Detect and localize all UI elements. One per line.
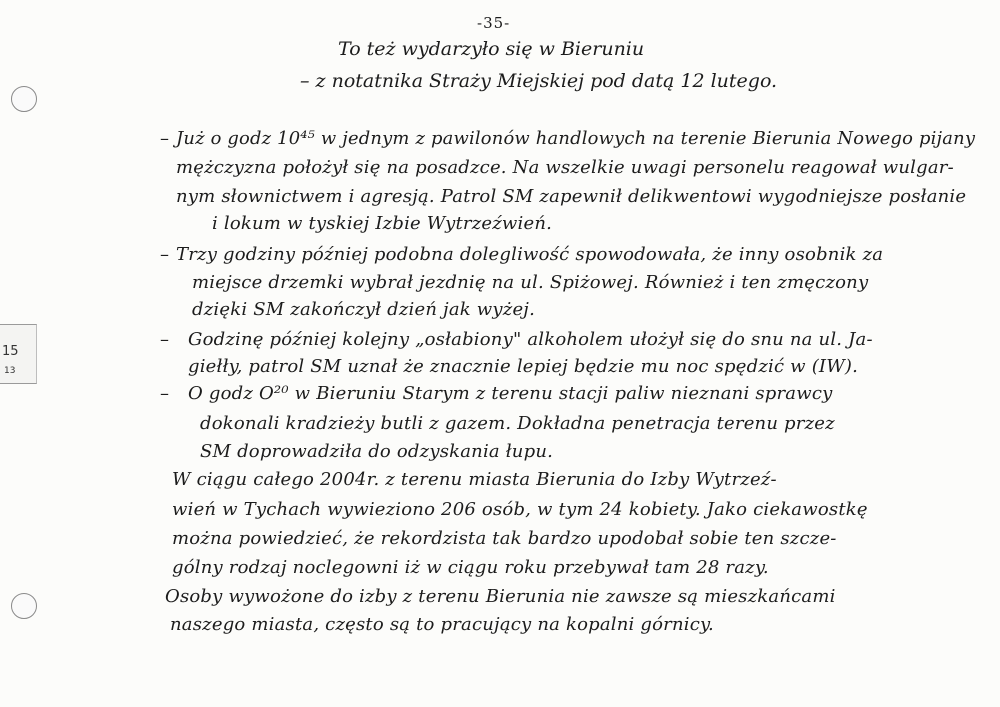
- text-line: można powiedzieć, że rekordzista tak bardzo upodobał sobie ten szcze-: [172, 528, 837, 549]
- text-line: wień w Tychach wywieziono 206 osób, w tym 24 kobiety. Jako ciekawostkę: [172, 499, 868, 520]
- title-line-1: To też wydarzyło się w Bieruniu: [338, 38, 645, 60]
- text-line: naszego miasta, często są to pracujący na kopalni górnicy.: [170, 614, 714, 635]
- text-line: SM doprowadziła do odzyskania łupu.: [200, 441, 554, 462]
- bullet-dash-1: –: [160, 128, 169, 149]
- text-line: miejsce drzemki wybrał jezdnię na ul. Spiżowej. Również i ten zmęczony: [192, 272, 869, 293]
- text-line: dokonali kradzieży butli z gazem. Dokładna penetracja terenu przez: [200, 413, 835, 434]
- text-line: Trzy godziny później podobna dolegliwość spowodowała, że inny osobnik za: [176, 244, 884, 265]
- text-line: dzięki SM zakończył dzień jak wyżej.: [192, 299, 536, 320]
- bullet-dash-3: –: [160, 329, 169, 350]
- margin-mark-main: 15: [2, 344, 19, 359]
- text-line: W ciągu całego 2004r. z terenu miasta Bierunia do Izby Wytrzeź-: [172, 469, 777, 490]
- text-line: Osoby wywożone do izby z terenu Bierunia nie zawsze są mieszkańcami: [165, 586, 836, 607]
- punch-hole-top: [11, 86, 37, 112]
- text-line: Już o godz 10⁴⁵ w jednym z pawilonów handlowych na terenie Bierunia Nowego pijany: [176, 128, 976, 149]
- text-line: O godz O²⁰ w Bieruniu Starym z terenu stacji paliw nieznani sprawcy: [188, 383, 833, 404]
- text-line: nym słownictwem i agresją. Patrol SM zapewnił delikwentowi wygodniejsze posłanie: [176, 186, 967, 207]
- margin-mark-sub: 13: [4, 366, 16, 376]
- text-line: mężczyzna położył się na posadzce. Na wszelkie uwagi personelu reagował wulgar-: [176, 157, 954, 178]
- bullet-dash-4: –: [160, 383, 169, 404]
- text-line: gólny rodzaj noclegowni iż w ciągu roku przebywał tam 28 razy.: [172, 557, 769, 578]
- text-line: i lokum w tyskiej Izbie Wytrzeźwień.: [212, 213, 553, 234]
- page-number: -35-: [477, 14, 511, 32]
- text-line: giełły, patrol SM uznał że znacznie lepiej będzie mu noc spędzić w (IW).: [188, 356, 859, 377]
- bullet-dash-2: –: [160, 244, 169, 265]
- punch-hole-bottom: [11, 593, 37, 619]
- title-line-2: – z notatnika Straży Miejskiej pod datą 12 lutego.: [300, 70, 778, 92]
- text-line: Godzinę później kolejny „osłabiony" alkoholem ułożył się do snu na ul. Ja-: [188, 329, 873, 350]
